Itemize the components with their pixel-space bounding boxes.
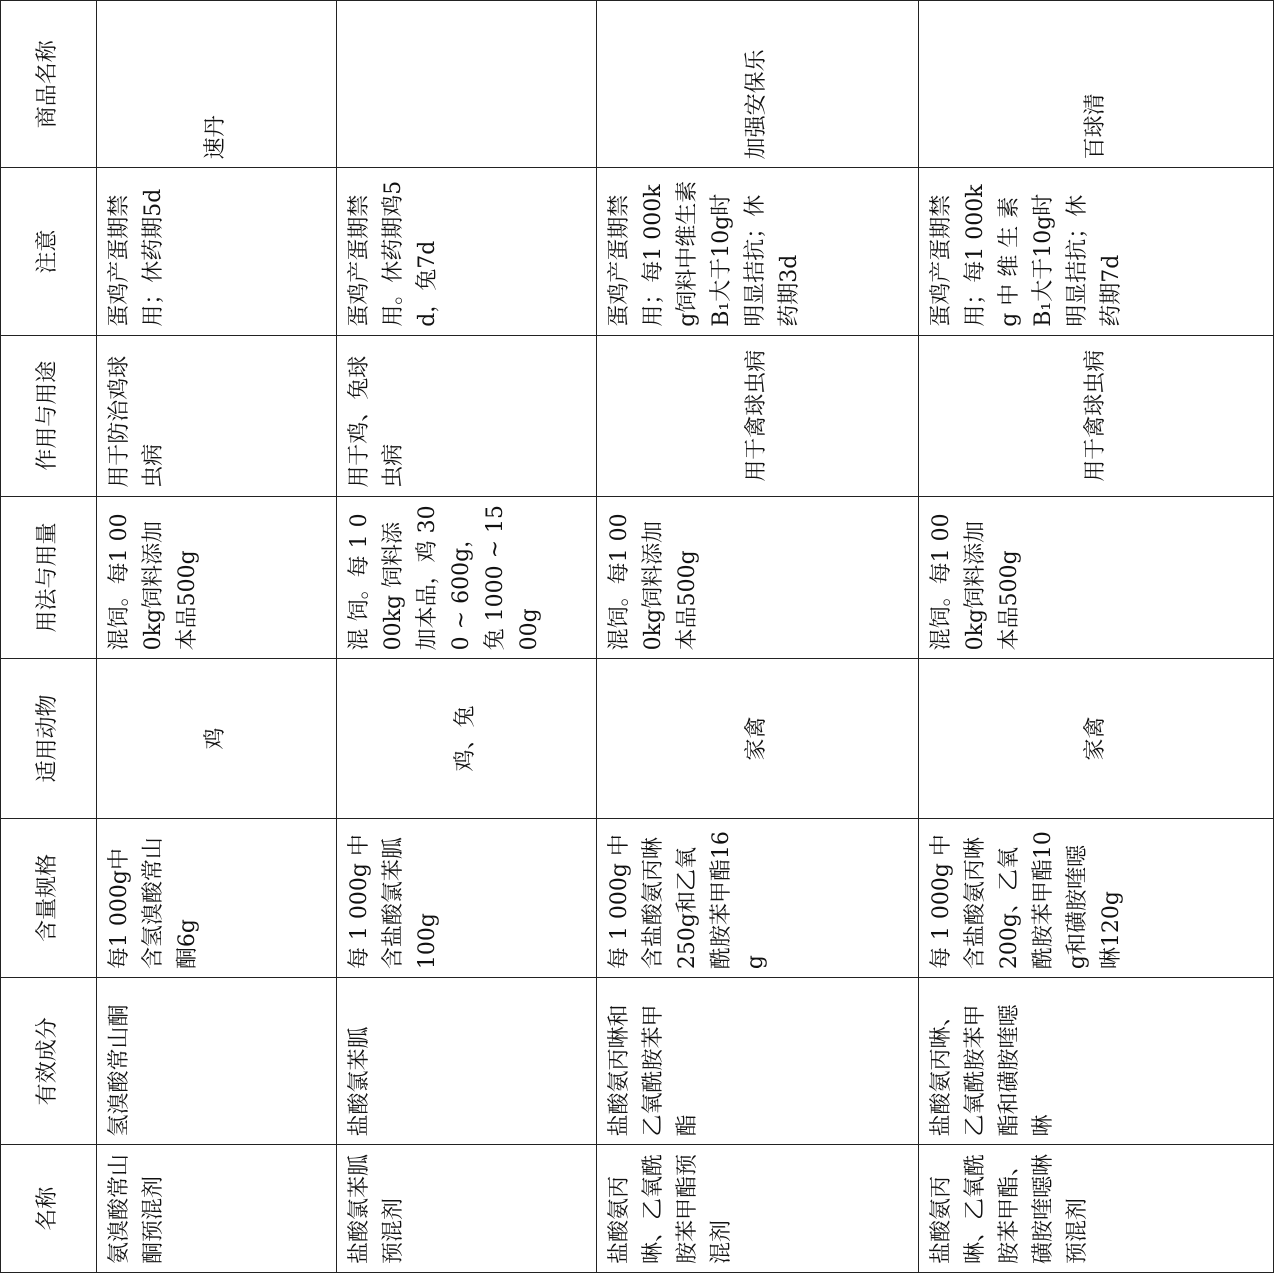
cell-spec: 每 1 000g 中含盐酸氨丙啉200g、乙氧酰胺苯甲酯10g和磺胺喹噁啉120g [919,818,1274,977]
cell-note: 蛋鸡产蛋期禁用。休药期鸡5d，兔7d [337,168,597,335]
cell-spec: 每 1 000g 中含盐酸氯苯胍100g [337,818,597,977]
cell-ingredient: 盐酸氯苯胍 [337,978,597,1145]
cell-trade-name: 加强安保乐 [597,1,919,168]
cell-trade-name: 速丹 [97,1,337,168]
cell-purpose: 用于鸡、兔球虫病 [337,335,597,496]
cell-ingredient: 盐酸氨丙啉和乙氧酰胺苯甲酯 [597,978,919,1145]
cell-note: 蛋鸡产蛋期禁用；每1 000kg 中 维 生 素 B₁大于10g时明显拮抗；休药期7d [919,168,1274,335]
table-row [337,1,597,1273]
cell-name: 盐酸氯苯胍预混剂 [337,1145,597,1273]
cell-spec: 每1 000g中含氢溴酸常山酮6g [97,818,337,977]
cell-trade-name: 百球清 [919,1,1274,168]
cell-usage: 混饲。每1 000kg饲料添加本品500g [919,496,1274,659]
cell-usage: 混 饲。每 1 000kg 饲料添加本品，鸡 300 ~ 600g，兔 1000 ~ 1500g [337,496,597,659]
cell-spec: 每 1 000g 中含盐酸氨丙啉250g和乙氧酰胺苯甲酯16g [597,818,919,977]
cell-usage: 混饲。每1 000kg饲料添加本品500g [597,496,919,659]
cell-name: 盐酸氨丙啉、乙氧酰胺苯甲酯预混剂 [597,1145,919,1273]
header-ingredient: 有效成分 [1,978,97,1145]
header-name: 名称 [1,1145,97,1273]
table-row [97,1,337,1273]
cell-animal: 鸡、兔 [337,659,597,818]
cell-purpose: 用于禽球虫病 [597,335,919,496]
cell-name: 氨溴酸常山酮预混剂 [97,1145,337,1273]
cell-usage: 混饲。每1 000kg饲料添加本品500g [97,496,337,659]
cell-name: 盐酸氨丙啉、乙氧酰胺苯甲酯、磺胺喹噁啉预混剂 [919,1145,1274,1273]
cell-note: 蛋鸡产蛋期禁用；休药期5d [97,168,337,335]
header-spec: 含量规格 [1,818,97,977]
cell-purpose: 用于禽球虫病 [919,335,1274,496]
cell-ingredient: 氢溴酸常山酮 [97,978,337,1145]
header-note: 注意 [1,168,97,335]
cell-purpose: 用于防治鸡球虫病 [97,335,337,496]
cell-note: 蛋鸡产蛋期禁用；每1 000kg饲料中维生素B₁大于10g时明显拮抗；休药期3d [597,168,919,335]
table-row [919,1,1274,1273]
cell-ingredient: 盐酸氨丙啉、乙氧酰胺苯甲酯和磺胺喹噁啉 [919,978,1274,1145]
header-usage: 用法与用量 [1,496,97,659]
header-purpose: 作用与用途 [1,335,97,496]
table-row [597,1,919,1273]
cell-animal: 家禽 [597,659,919,818]
cell-animal: 家禽 [919,659,1274,818]
cell-animal: 鸡 [97,659,337,818]
header-trade-name: 商品名称 [1,1,97,168]
table-header-row [1,1,97,1273]
header-animal: 适用动物 [1,659,97,818]
cell-trade-name [337,1,597,168]
